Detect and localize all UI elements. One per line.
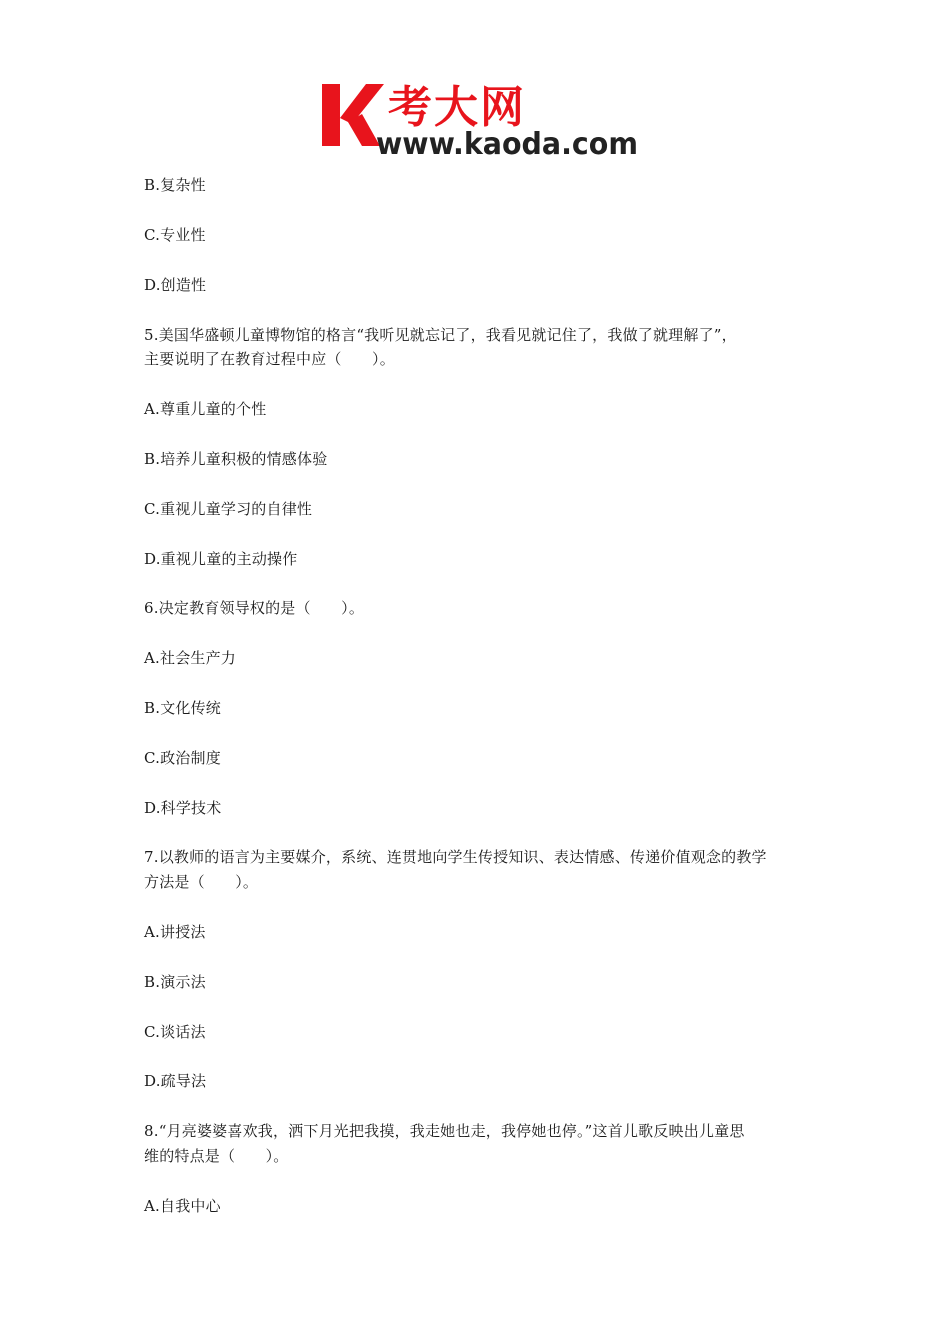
q6-option-b: B.文化传统 — [144, 699, 221, 717]
q6-question: 6.决定教育领导权的是（ ）。 — [144, 599, 365, 617]
q6-option-c: C.政治制度 — [144, 749, 221, 767]
q8-question-line1: 8.“月亮婆婆喜欢我，洒下月光把我摸，我走她也走，我停她也停。”这首儿歌反映出儿童思 — [144, 1122, 745, 1140]
q5-question-line1: 5.美国华盛顿儿童博物馆的格言“我听见就忘记了，我看见就记住了，我做了就理解了”， — [144, 326, 737, 344]
q5-option-c: C.重视儿童学习的自律性 — [144, 500, 313, 518]
q8-question-line2: 维的特点是（ ）。 — [144, 1147, 289, 1165]
q7-option-d: D.疏导法 — [144, 1072, 207, 1090]
q4-option-c: C.专业性 — [144, 226, 206, 244]
logo-brand-text: 考大网 — [388, 82, 526, 133]
q7-option-a: A.讲授法 — [144, 923, 206, 941]
q7-question-line1: 7.以教师的语言为主要媒介，系统、连贯地向学生传授知识、表达情感、传递价值观念的教学 — [144, 848, 767, 866]
q7-option-b: B.演示法 — [144, 973, 206, 991]
logo-url-text: www.kaoda.com — [376, 127, 638, 158]
q7-option-c: C.谈话法 — [144, 1023, 206, 1041]
q5-option-a: A.尊重儿童的个性 — [144, 400, 267, 418]
kaoda-logo-graphic — [318, 78, 640, 158]
q7-question-line2: 方法是（ ）。 — [144, 873, 259, 891]
q8-option-a: A.自我中心 — [144, 1197, 221, 1215]
q4-option-b: B.复杂性 — [144, 176, 206, 194]
q5-question-line2: 主要说明了在教育过程中应（ ）。 — [144, 350, 395, 368]
kaoda-logo — [318, 78, 640, 158]
q6-option-a: A.社会生产力 — [144, 649, 237, 667]
q5-option-d: D.重视儿童的主动操作 — [144, 550, 298, 568]
q5-option-b: B.培养儿童积极的情感体验 — [144, 450, 328, 468]
q4-option-d: D.创造性 — [144, 276, 207, 294]
q6-option-d: D.科学技术 — [144, 799, 222, 817]
